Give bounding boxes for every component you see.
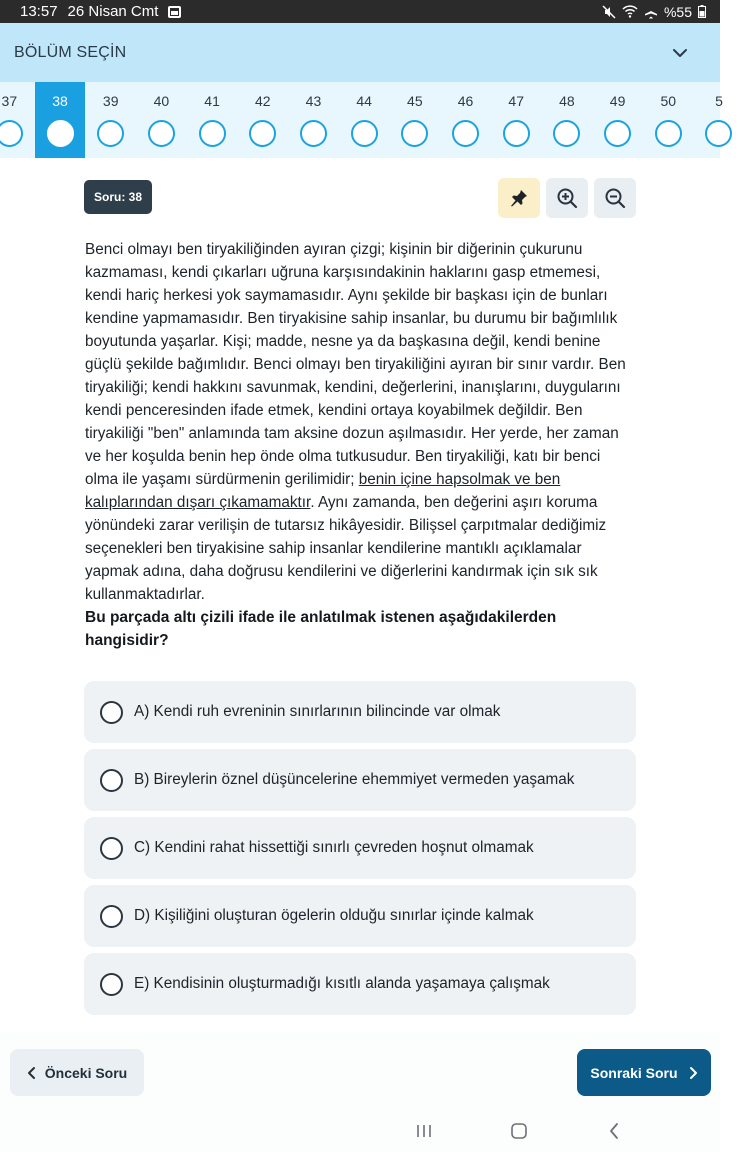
question-nav-item-39[interactable]	[85, 82, 136, 158]
question-nav-number: 46	[457, 93, 474, 109]
question-status-circle-icon	[604, 120, 631, 147]
question-status-circle-icon	[97, 120, 124, 147]
question-status-circle-icon	[351, 120, 378, 147]
question-nav-number: 44	[356, 93, 372, 109]
status-date: 26 Nisan Cmt	[67, 3, 159, 20]
question-nav-item-48[interactable]	[542, 82, 593, 158]
question-nav-item-43[interactable]	[288, 82, 339, 158]
question-nav-item-5[interactable]	[694, 82, 744, 158]
battery-percent: %55	[663, 3, 692, 20]
question-nav-number: 5	[715, 93, 723, 109]
question-nav-item-46[interactable]	[440, 82, 491, 158]
previous-question-button[interactable]	[10, 1049, 144, 1096]
question-status-circle-icon	[401, 120, 428, 147]
passage-underlined-text: benin içine hapsolmak ve ben kalıplarından dışarı çıkamamaktır	[85, 471, 561, 511]
radio-icon[interactable]	[100, 769, 123, 792]
question-status-circle-icon	[655, 120, 682, 147]
question-nav-number: 47	[508, 93, 524, 109]
zoom-out-button[interactable]	[594, 178, 636, 218]
question-nav-item-38[interactable]	[35, 82, 86, 158]
option-b-label: B) Bireylerin öznel düşüncelerine ehemmiyet vermeden yaşamak	[134, 771, 575, 788]
question-nav-item-50[interactable]	[643, 82, 694, 158]
section-title: BÖLÜM SEÇİN	[14, 43, 127, 61]
question-nav-number: 37	[1, 93, 18, 109]
question-tools	[498, 178, 636, 218]
question-nav-number: 50	[660, 93, 677, 109]
question-nav-number: 39	[102, 93, 119, 109]
question-nav-list	[0, 82, 744, 158]
zoom-out-icon	[604, 187, 626, 209]
question-nav-item-49[interactable]	[592, 82, 643, 158]
question-nav-number: 38	[52, 93, 68, 109]
battery-icon	[698, 5, 706, 18]
question-nav-number: 41	[204, 93, 220, 109]
question-nav-number: 42	[254, 93, 271, 109]
chevron-left-icon	[27, 1066, 37, 1080]
question-status-circle-icon	[300, 120, 327, 147]
home-icon[interactable]	[507, 1120, 531, 1142]
question-nav-item-47[interactable]	[491, 82, 542, 158]
option-d[interactable]	[84, 885, 636, 947]
next-question-button[interactable]	[577, 1049, 711, 1096]
question-status-circle-icon	[705, 120, 732, 147]
radio-icon[interactable]	[100, 837, 123, 860]
status-time: 13:57	[20, 3, 58, 20]
radio-icon[interactable]	[100, 701, 123, 724]
option-a-label: A) Kendi ruh evreninin sınırlarının bilincinde var olmak	[134, 703, 501, 720]
question-nav-number: 48	[559, 93, 575, 109]
question-nav	[0, 82, 723, 158]
question-nav-item-37[interactable]	[0, 82, 35, 158]
passage-text: Benci olmayı ben tiryakiliğinden ayıran çizgi; kişinin bir diğerinin çukurunu kazmaması, kendi çıkarları uğruna karşısındakinin haklarını gasp etmemesi, kendi hariç herkesi yok saymamasıdır. Aynı şekilde bir başkası için de bunları kendine yapmamasıdır. Ben tiryakisine sahip insanlar, bu durumu bir bağımlılık boyutunda yaşarlar. Kişi; madde, nesne ya da başkasına değil, kendi benine güçlü şekilde bağımlıdır. Benci olmayı ben tiryakiliğini ayıran bir sınır vardır. Ben tiryakiliği; kendi hakkını savunmak, kendini, değerlerini, inanışlarını, duygularını kendi penceresinden ifade etmek, kendini ortaya koyabilmek değildir. Ben tiryakiliği "ben" anlamında tam aksine dozun aşılmasıdır. Her yerde, her zaman ve her koşulda benin hep önde olma tutkusudur. Ben tiryakiliği, katı bir benci olma ile yaşamı sürdürmenin gerilimidir;	[85, 241, 626, 488]
zoom-in-button[interactable]	[546, 178, 588, 218]
question-number-badge: Soru: 38	[84, 180, 152, 214]
question-status-circle-icon	[452, 120, 479, 147]
airplane-mode-icon	[644, 5, 658, 19]
chevron-right-icon	[688, 1066, 698, 1080]
passage-text-end: . Aynı zamanda, ben değerini aşırı koruma yönündeki zarar verilişin de tutarsız hikâyesidir. Bilişsel çarpıtmalar dediğimiz seçenekleri ben tiryakisine sahip insanlar kendilerine mantıklı açıklamalar yapmak adına, daha doğrusu kendilerini ve diğerlerini kandırmak için sık sık kullanmaktadırlar.	[85, 494, 607, 603]
question-nav-item-42[interactable]	[237, 82, 288, 158]
option-c[interactable]	[84, 817, 636, 879]
pin-button[interactable]	[498, 178, 540, 218]
zoom-in-icon	[556, 187, 578, 209]
back-icon[interactable]	[602, 1120, 626, 1142]
question-status-circle-icon	[47, 120, 74, 147]
wifi-icon	[622, 5, 638, 18]
mute-icon	[602, 5, 616, 19]
question-status-circle-icon	[503, 120, 530, 147]
status-bar	[0, 0, 720, 23]
gallery-notification-icon	[168, 6, 181, 18]
question-nav-number: 45	[407, 93, 423, 109]
question-nav-number: 49	[609, 93, 626, 109]
system-nav-bar	[0, 1110, 720, 1152]
question-nav-item-40[interactable]	[136, 82, 187, 158]
question-status-circle-icon	[553, 120, 580, 147]
question-prompt: Bu parçada altı çizili ifade ile anlatılmak istenen aşağıdakilerden hangisidir?	[85, 609, 557, 649]
chevron-down-icon[interactable]	[670, 43, 690, 63]
question-nav-number: 40	[153, 93, 170, 109]
option-d-label: D) Kişiliğini oluşturan ögelerin olduğu sınırlar içinde kalmak	[134, 907, 534, 924]
option-c-label: C) Kendini rahat hissettiği sınırlı çevreden hoşnut olmamak	[134, 839, 534, 856]
question-status-circle-icon	[199, 120, 226, 147]
question-nav-item-44[interactable]	[339, 82, 390, 158]
status-indicators	[602, 4, 706, 20]
recent-apps-icon[interactable]	[412, 1120, 436, 1142]
question-status-circle-icon	[0, 120, 23, 147]
option-e[interactable]	[84, 953, 636, 1015]
question-nav-number: 43	[305, 93, 322, 109]
next-question-label: Sonraki Soru	[590, 1064, 678, 1081]
option-e-label: E) Kendisinin oluşturmadığı kısıtlı alanda yaşamaya çalışmak	[134, 975, 550, 992]
question-nav-item-41[interactable]	[187, 82, 238, 158]
question-status-circle-icon	[249, 120, 276, 147]
radio-icon[interactable]	[100, 973, 123, 996]
pin-icon	[509, 188, 529, 208]
section-selector[interactable]	[0, 23, 720, 82]
question-nav-item-45[interactable]	[390, 82, 441, 158]
question-passage	[85, 238, 633, 606]
option-b[interactable]	[84, 749, 636, 811]
question-status-circle-icon	[148, 120, 175, 147]
radio-icon[interactable]	[100, 905, 123, 928]
previous-question-label: Önceki Soru	[44, 1064, 128, 1081]
option-a[interactable]	[84, 681, 636, 743]
